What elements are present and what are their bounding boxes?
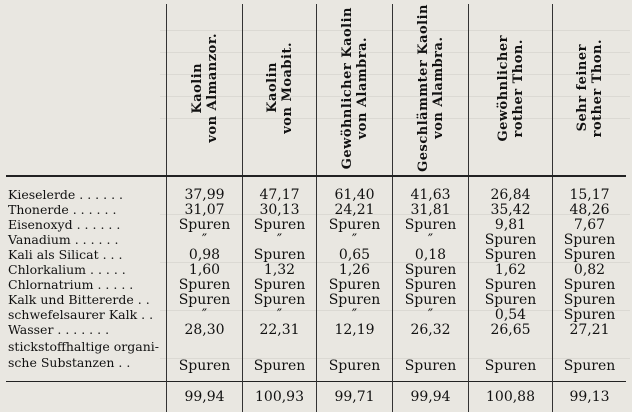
row-label: Kali als Silicat . . . (8, 247, 123, 263)
table-cell: Spuren (243, 218, 317, 233)
row-label: Eisenoxyd . . . . . . (8, 217, 121, 233)
table-cell: Spuren (393, 263, 469, 278)
table-cell: Spuren (553, 338, 627, 375)
table-cell: 26,84 (469, 176, 553, 203)
table-cell: ″ (167, 308, 243, 323)
total-cell: 99,13 (553, 381, 627, 412)
table-cell: ″ (243, 308, 317, 323)
table-cell: 12,19 (317, 323, 393, 338)
row-label: Chlornatrium . . . . . (8, 277, 134, 293)
table-cell: Spuren (469, 233, 553, 248)
table-cell: 27,21 (553, 323, 627, 338)
table-cell: 26,65 (469, 323, 553, 338)
table-cell: 0,98 (167, 248, 243, 263)
total-cell: 99,94 (167, 381, 243, 412)
table-row (6, 203, 626, 218)
table-cell: 1,62 (469, 263, 553, 278)
row-label: Kieselerde . . . . . . (8, 187, 123, 203)
table-cell: 0,65 (317, 248, 393, 263)
table-row (6, 323, 626, 338)
column-header: Gewöhnlicher Kaolin von Alambra. (317, 4, 393, 176)
column-header: Kaolin von Almanzor. (167, 4, 243, 176)
table-row (6, 293, 626, 308)
table-cell: Spuren (393, 218, 469, 233)
table-row (6, 218, 626, 233)
table-row (6, 233, 626, 248)
table-cell: 48,26 (553, 203, 627, 218)
table-row (6, 308, 626, 323)
table-body (6, 176, 626, 412)
table-cell: Spuren (393, 278, 469, 293)
table-cell: Spuren (317, 278, 393, 293)
table-cell: 9,81 (469, 218, 553, 233)
table-cell: Spuren (469, 293, 553, 308)
table-cell: ″ (317, 308, 393, 323)
totals-row (6, 381, 626, 412)
table-cell: 31,81 (393, 203, 469, 218)
column-header: Gewöhnlicher rother Thon. (469, 4, 553, 176)
column-header: Geschlämmter Kaolin von Alambra. (393, 4, 469, 176)
table-cell: 31,07 (167, 203, 243, 218)
row-label: Thonerde . . . . . . (8, 202, 117, 218)
table-cell: 30,13 (243, 203, 317, 218)
table-cell: 28,30 (167, 323, 243, 338)
table-cell: Spuren (243, 338, 317, 375)
table-cell: 1,32 (243, 263, 317, 278)
table-cell: 1,26 (317, 263, 393, 278)
table-cell: Spuren (553, 308, 627, 323)
table-cell: 15,17 (553, 176, 627, 203)
table-row (6, 338, 626, 375)
total-cell: 99,94 (393, 381, 469, 412)
row-label: Wasser . . . . . . . (8, 322, 110, 338)
table-cell: ″ (317, 233, 393, 248)
table-cell: 35,42 (469, 203, 553, 218)
table-cell: Spuren (243, 293, 317, 308)
table-cell: Spuren (469, 338, 553, 375)
row-label: Chlorkalium . . . . . (8, 262, 126, 278)
table-cell: 0,82 (553, 263, 627, 278)
column-header: Kaolin von Moabit. (243, 4, 317, 176)
table-cell: Spuren (167, 338, 243, 375)
table-cell: Spuren (317, 218, 393, 233)
table-cell: Spuren (469, 248, 553, 263)
table-cell: Spuren (553, 233, 627, 248)
row-label: stickstoffhaltige organi- sche Substanzen . . (8, 338, 159, 370)
table-cell: Spuren (243, 278, 317, 293)
table-cell: Spuren (167, 278, 243, 293)
total-cell: 100,88 (469, 381, 553, 412)
table-row (6, 176, 626, 203)
table-cell: Spuren (553, 293, 627, 308)
table-cell: Spuren (469, 278, 553, 293)
table-cell: ″ (393, 233, 469, 248)
table-cell: 24,21 (317, 203, 393, 218)
table-row (6, 248, 626, 263)
table-cell: Spuren (243, 248, 317, 263)
header-row (6, 4, 626, 176)
table-cell: Spuren (317, 293, 393, 308)
table-cell: 1,60 (167, 263, 243, 278)
table-cell: 22,31 (243, 323, 317, 338)
table-cell: ″ (393, 308, 469, 323)
table-row (6, 278, 626, 293)
table-cell: 47,17 (243, 176, 317, 203)
total-cell: 100,93 (243, 381, 317, 412)
table-cell: 26,32 (393, 323, 469, 338)
table-cell: 37,99 (167, 176, 243, 203)
table-cell: Spuren (393, 338, 469, 375)
table-cell: Spuren (317, 338, 393, 375)
table-cell: 41,63 (393, 176, 469, 203)
table-cell: ″ (243, 233, 317, 248)
table-cell: Spuren (553, 248, 627, 263)
table-cell: 7,67 (553, 218, 627, 233)
table-cell: 61,40 (317, 176, 393, 203)
total-cell: 99,71 (317, 381, 393, 412)
table-cell: Spuren (167, 293, 243, 308)
table-cell: 0,54 (469, 308, 553, 323)
table-cell: Spuren (393, 293, 469, 308)
composition-table (6, 4, 626, 412)
row-label: Kalk und Bittererde . . (8, 292, 150, 308)
totals-label (6, 381, 167, 412)
table-row (6, 263, 626, 278)
table-cell: Spuren (553, 278, 627, 293)
row-label: Vanadium . . . . . . (8, 232, 119, 248)
column-header: Sehr feiner rother Thon. (553, 4, 627, 176)
table-cell: ″ (167, 233, 243, 248)
table-cell: Spuren (167, 218, 243, 233)
table-cell: 0,18 (393, 248, 469, 263)
header-stub (6, 4, 167, 176)
row-label: schwefelsaurer Kalk . . (8, 307, 154, 323)
